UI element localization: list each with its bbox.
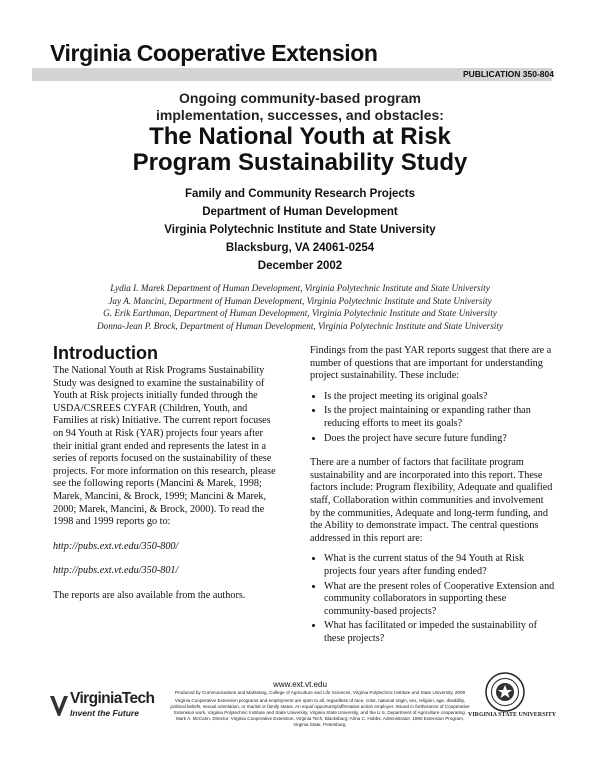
list-item: • Does the project have secure future funding? (324, 433, 555, 446)
author-line: Jay A. Mancini, Department of Human Development, Virginia Polytechnic Institute and State University (108, 295, 492, 306)
affiliation-line: Virginia Polytechnic Institute and State University (164, 224, 436, 236)
affiliation-date: December 2002 (257, 260, 343, 272)
publication-number: PUBLICATION 350-804 (462, 69, 554, 79)
right-column (310, 345, 555, 647)
author-line: Donna-Jean P. Brock, Department of Human Development, Virginia Polytechnic Institute and State University (97, 320, 503, 331)
affiliation-line: Blacksburg, VA 24061-0254 (225, 242, 375, 254)
virginia-tech-logo (48, 690, 178, 730)
author-line: Lydia I. Marek Department of Human Development, Virginia Polytechnic Institute and State University (110, 283, 490, 293)
list-item: • What is the current status of the 94 Youth at Risk projects four years after funding ended? (324, 553, 555, 578)
extension-brand: Virginia Cooperative Extension (50, 40, 378, 66)
intro-paragraph: The National Youth at Risk Programs Sustainability Study was designed to examine the sustainability of Youth at Risk projects initially funded through the USDA/CSREES CYFAR (Children, Youth, and Families at risk) Initiative. The current report focuses on 94 Youth at Risk (YAR) projects four years after their initial grant ended and represents the latest in a series of reports focused on the sustainability of these projects. For more information on this research, please see the following reports (Mancini & Marek, 1998; Marek, Mancini, & Brock, 1999; Mancini & Marek, 2000; Marek, Mancini, & Brock, 2000). To read the 1998 and 1999 reports go to: (53, 365, 276, 528)
equal-opportunity-note: Virginia Cooperative Extension programs and employment are open to all, regardless of race, color, national origin, sex, religion, age, disability, political beliefs, sexual orientation, or marital or family status. An equal opportunity/affirmative action employer. Issued in furtherance of Cooperative Extension work, Virginia Polytechnic Institute and State University, Virginia State University, and the U.S. Department of Agriculture cooperating. Mark A. McCann, Director, Virginia Cooperative Extension, Virginia Tech, Blacksburg; Alma C. Hobbs, Administrator, 1890 Extension Program, Virginia State, Petersburg. (170, 698, 470, 727)
affiliation-line: Department of Human Development (202, 206, 398, 218)
author-list (0, 282, 600, 332)
subtitle (0, 90, 600, 124)
production-note: Produced by Communications and Marketing, College of Agriculture and Life Sciences, Virginia Polytechnic Institute and State University, 2009 (174, 690, 466, 695)
title-line: The National Youth at Risk (149, 123, 451, 150)
left-column (53, 343, 343, 603)
list-item: • Is the project meeting its original goals? (324, 391, 555, 404)
affiliation-line: Family and Community Research Projects (184, 188, 416, 200)
page-title (0, 124, 600, 176)
subtitle-line: Ongoing community-based program (179, 90, 421, 106)
factors-paragraph: There are a number of factors that facilitate program sustainability and are incorporated into this report. These factors include: Program flexibility, Adequate and qualified staff, Collaboration within communities and involvement by the communities, Adequate and long-term funding, and the Ability to demonstrate impact. The central questions addressed in this report are: (310, 457, 553, 544)
affiliation-block (0, 185, 600, 275)
footer-url[interactable]: www.ext.vt.edu (273, 680, 327, 689)
findings-paragraph: Findings from the past YAR reports suggest that there are a number of questions that are important for understanding project sustainability. These include: (310, 345, 552, 382)
vsu-wordmark: VIRGINIA STATE UNIVERSITY (468, 712, 557, 718)
title-line: Program Sustainability Study (132, 149, 468, 176)
footer-fineprint (170, 690, 470, 730)
vt-hokie-icon (48, 692, 70, 722)
report-link-1998[interactable]: http://pubs.ext.vt.edu/350-800/ (53, 540, 179, 552)
vt-wordmark: VirginiaTech (70, 690, 155, 707)
vsu-seal-icon (485, 672, 525, 712)
author-line: G. Erik Earthman, Department of Human Development, Virginia Polytechnic Institute and State University (103, 308, 497, 318)
vt-tagline: Invent the Future (70, 708, 139, 718)
question-list (310, 391, 555, 445)
list-item: • Is the project maintaining or expanding rather than reducing efforts to meet its goals? (324, 405, 555, 430)
availability-note: The reports are also available from the authors. (53, 589, 246, 601)
introduction-heading: Introduction (53, 343, 158, 363)
list-item: • What are the present roles of Cooperative Extension and community collaborators in supporting these community-based projects? (324, 581, 555, 619)
central-questions-list (310, 553, 555, 645)
subtitle-line: implementation, successes, and obstacles: (156, 107, 444, 123)
list-item: • What has facilitated or impeded the sustainability of these projects? (324, 620, 555, 645)
report-link-1999[interactable]: http://pubs.ext.vt.edu/350-801/ (53, 565, 179, 577)
